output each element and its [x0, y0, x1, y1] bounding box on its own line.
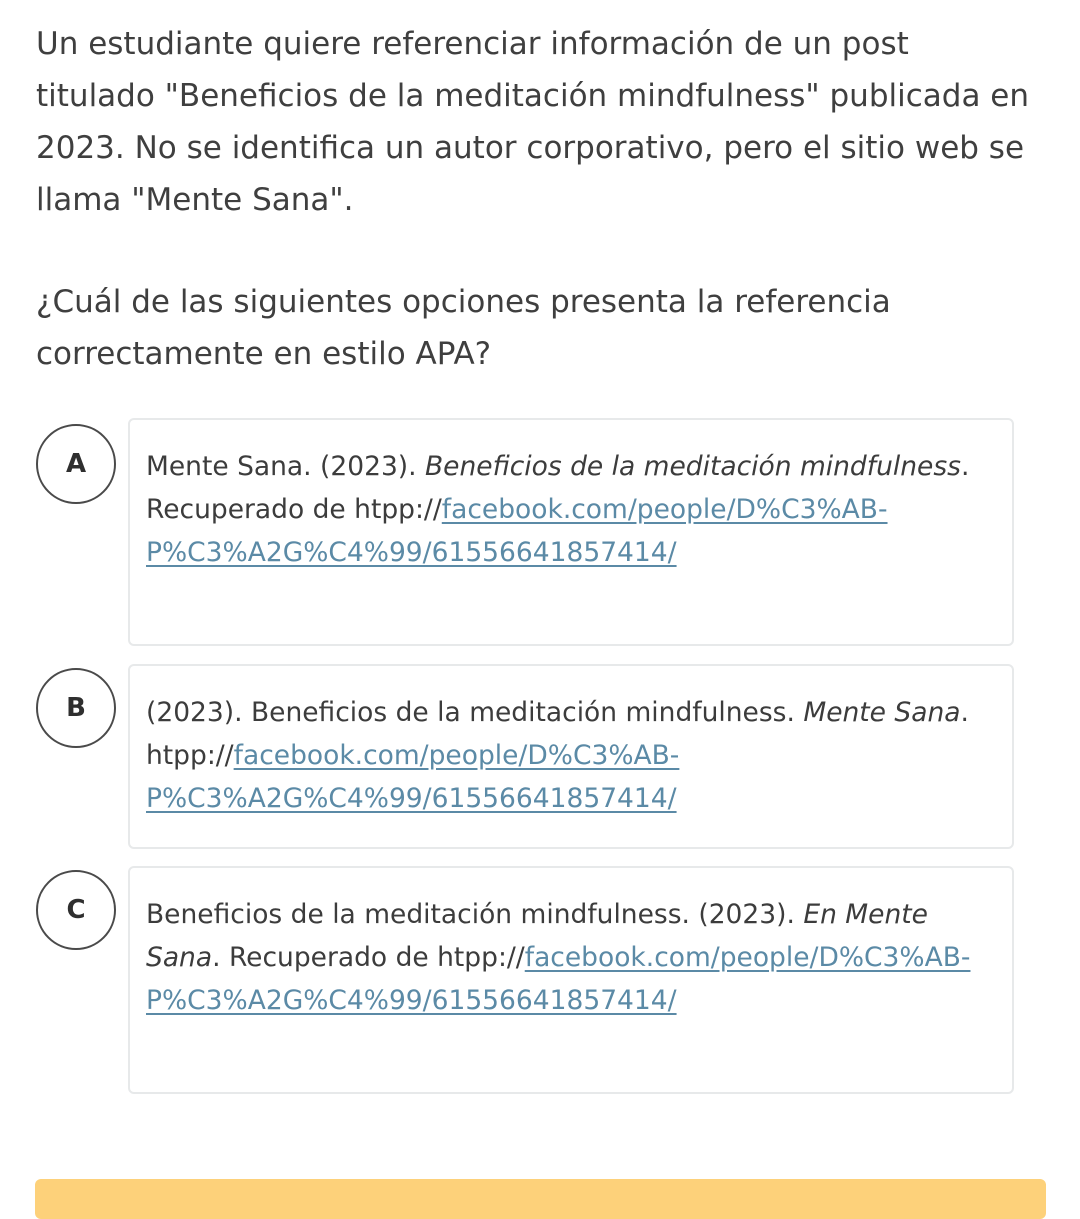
option-b-letter-badge[interactable]: B: [36, 668, 116, 748]
question-statement: Un estudiante quiere referenciar información de un post titulado "Beneficios de la meditación mindfulness" publicada en 2023. No se identifica un autor corporativo, pero el sitio web se llama "Mente Sana".: [36, 26, 1030, 218]
question-prompt: ¿Cuál de las siguientes opciones presenta la referencia correctamente en estilo APA?: [36, 284, 891, 372]
option-a-card[interactable]: [128, 418, 1014, 646]
question-block: [36, 18, 1036, 380]
option-b-text-after: . htpp://: [146, 697, 969, 771]
option-c-url-link[interactable]: facebook.com/people/D%C3%AB-P%C3%A2G%C4%99/61556641857414/: [146, 942, 971, 1016]
option-a-text: Mente Sana. (2023).: [146, 451, 425, 482]
option-c-text: Beneficios de la meditación mindfulness. (2023).: [146, 899, 804, 930]
option-c-text-after: . Recuperado de htpp://: [212, 942, 525, 973]
option-a-italic-title: Beneficios de la meditación mindfulness: [425, 451, 961, 482]
check-answer-button[interactable]: [35, 1179, 1046, 1219]
option-a-url-link[interactable]: facebook.com/people/D%C3%AB-P%C3%A2G%C4%99/61556641857414/: [146, 494, 888, 568]
option-b-card[interactable]: [128, 664, 1014, 849]
option-b-italic-title: Mente Sana: [803, 697, 961, 728]
option-a-text-after: . Recuperado de htpp://: [146, 451, 970, 525]
option-b-url-link[interactable]: facebook.com/people/D%C3%AB-P%C3%A2G%C4%99/61556641857414/: [146, 740, 680, 814]
option-c-card[interactable]: [128, 866, 1014, 1094]
option-a-letter-badge[interactable]: A: [36, 424, 116, 504]
option-c-letter-badge[interactable]: C: [36, 870, 116, 950]
option-b-text: (2023). Beneficios de la meditación mindfulness.: [146, 697, 804, 728]
option-c-italic-title: En Mente Sana: [146, 899, 928, 973]
